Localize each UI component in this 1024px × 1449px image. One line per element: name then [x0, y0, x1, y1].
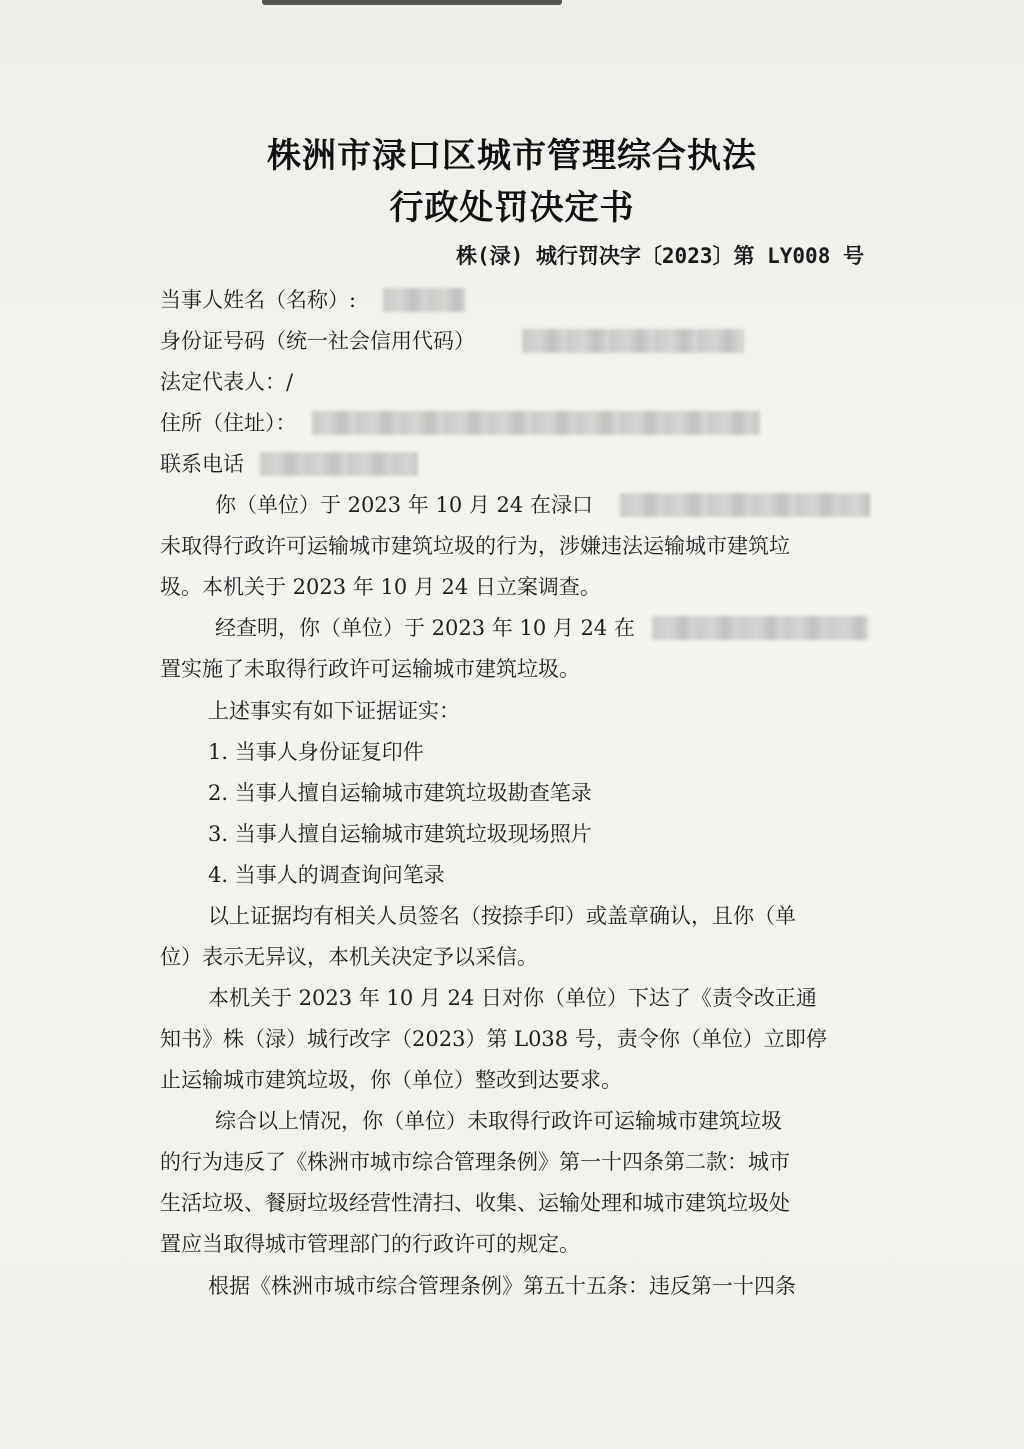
body-line: 置实施了未取得行政许可运输城市建筑垃圾。 — [160, 657, 580, 681]
evidence-item: 3. 当事人擅自运输城市建筑垃圾现场照片 — [208, 822, 592, 846]
body-line: 综合以上情况，你（单位）未取得行政许可运输城市建筑垃圾 — [215, 1109, 782, 1133]
body-line: 上述事实有如下证据证实： — [208, 699, 460, 723]
evidence-item: 4. 当事人的调查询问笔录 — [208, 863, 445, 887]
redacted-party-name — [383, 288, 465, 312]
party-name-label: 当事人姓名（名称）: — [160, 288, 357, 312]
document-title-line-2: 行政处罚决定书 — [389, 188, 635, 228]
id-number-label: 身份证号码（统一社会信用代码） — [160, 329, 475, 353]
body-line: 圾。本机关于 2023 年 10 月 24 日立案调查。 — [160, 575, 601, 599]
body-line: 经查明，你（单位）于 2023 年 10 月 24 在 — [215, 616, 635, 640]
paper-top-edge — [262, 0, 562, 5]
body-line: 知书》株（渌）城行改字（2023）第 L038 号，责令你（单位）立即停 — [160, 1027, 827, 1051]
redacted-id-number — [522, 329, 744, 353]
legal-representative: 法定代表人：/ — [160, 370, 294, 394]
evidence-item: 2. 当事人擅自运输城市建筑垃圾勘查笔录 — [208, 781, 592, 805]
body-line: 根据《株洲市城市综合管理条例》第五十五条：违反第一十四条 — [208, 1274, 796, 1298]
body-line: 未取得行政许可运输城市建筑垃圾的行为，涉嫌违法运输城市建筑垃 — [160, 534, 790, 558]
body-line: 本机关于 2023 年 10 月 24 日对你（单位）下达了《责令改正通 — [208, 986, 817, 1010]
body-line: 以上证据均有相关人员签名（按捺手印）或盖章确认，且你（单 — [208, 904, 796, 928]
redacted-location — [620, 493, 870, 517]
body-line: 的行为违反了《株洲市城市综合管理条例》第一十四条第二款：城市 — [160, 1150, 790, 1174]
body-line: 你（单位）于 2023 年 10 月 24 在渌口 — [215, 493, 593, 517]
body-line: 止运输城市建筑垃圾，你（单位）整改到达要求。 — [160, 1068, 622, 1092]
redacted-address — [312, 411, 760, 435]
redacted-location — [652, 616, 868, 640]
evidence-item: 1. 当事人身份证复印件 — [208, 740, 424, 764]
document-title-line-1: 株洲市渌口区城市管理综合执法 — [267, 136, 757, 176]
body-line: 置应当取得城市管理部门的行政许可的规定。 — [160, 1232, 580, 1256]
body-line: 位）表示无异议，本机关决定予以采信。 — [160, 945, 538, 969]
address-label: 住所（住址）： — [160, 411, 297, 435]
body-line: 生活垃圾、餐厨垃圾经营性清扫、收集、运输处理和城市建筑垃圾处 — [160, 1191, 790, 1215]
document-number: 株(渌) 城行罚决字〔2023〕第 LY008 号 — [455, 244, 864, 268]
phone-label: 联系电话 — [160, 452, 244, 476]
redacted-phone — [260, 452, 418, 476]
